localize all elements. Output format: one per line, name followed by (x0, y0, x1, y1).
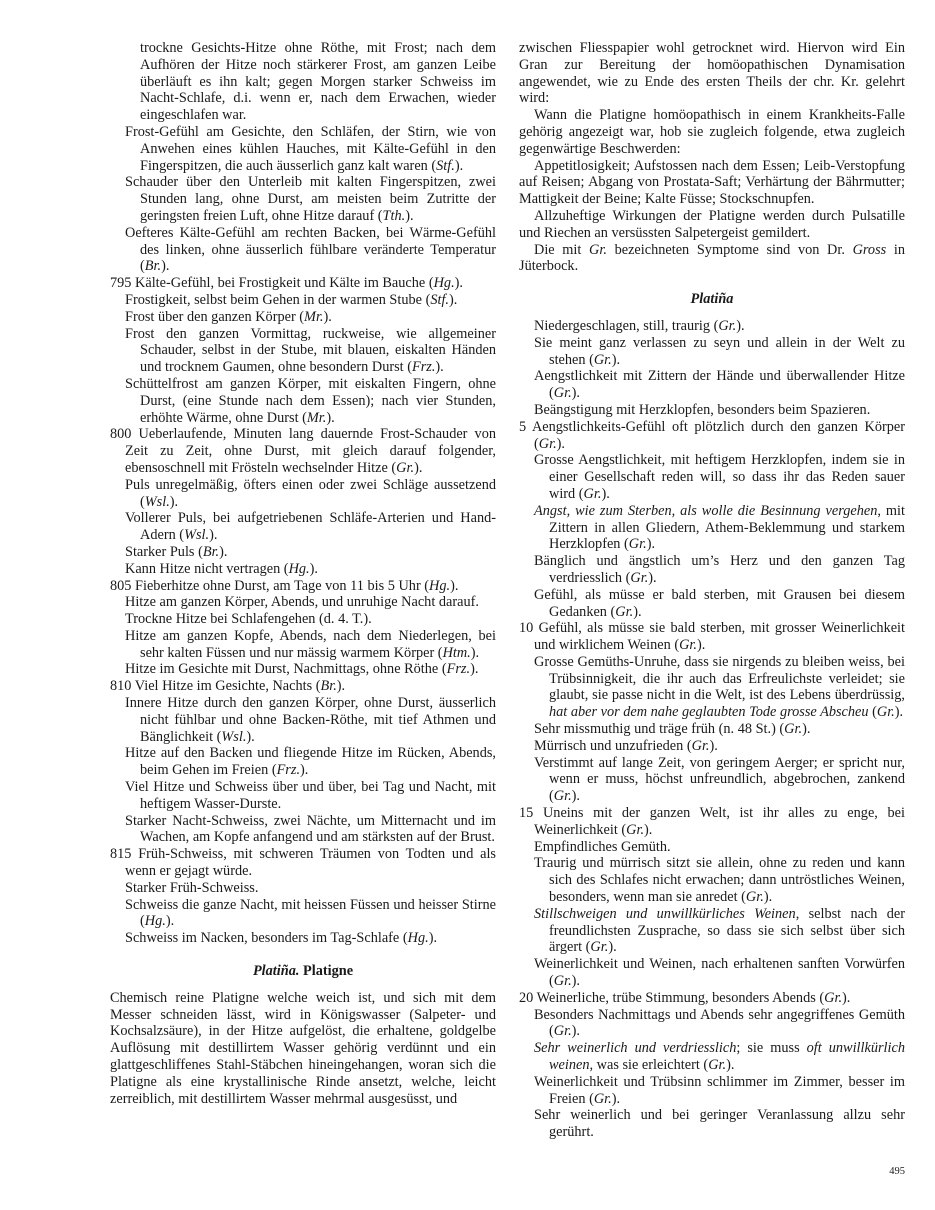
text-run: Hitze im Gesichte mit Durst, Nachmittags, ohne Röthe ( (125, 661, 447, 678)
italic-text: Hg. (407, 930, 429, 947)
symptom-entry (110, 611, 496, 628)
text-run: Viel Hitze und Schweiss über und über, bei Tag und Nacht, mit heftigem Wasser-Durste. (125, 779, 496, 812)
text-run: ). (246, 728, 255, 745)
text-run: Chemisch reine Platigne welche weich ist, und sich mit dem Messer schneiden lässt, wird in Königswasser (Salpeter- und Kochsalzsäure), in der Hitze aufgelöst, die erhaltene, goldgelbe Auflösung mit destillirtem Wasser gehörig verdünnt und ein glattgeschliffenes Stahl-Stäbchen hineingehangen, woran sich die Platigne als eine krystallinische Rinde ansetzt, welche, leicht zerreiblich, mit destillirtem Wasser mehrmal ausgesüsst, und (110, 989, 496, 1107)
numbered-symptom-entry (519, 419, 905, 453)
text-run: Niedergeschlagen, still, traurig ( (534, 317, 719, 334)
text-run: Vollerer Puls, bei aufgetriebenen Schläfe-Arterien und Hand-Adern ( (125, 510, 496, 544)
text-run: ). (571, 973, 580, 990)
symptom-entry (519, 402, 905, 419)
symptom-entry (110, 292, 496, 309)
italic-text: Gr. (628, 536, 647, 553)
symptom-entry (519, 368, 905, 402)
text-run: , selbst nach der freundlichsten Zusprache, so dass sie sich selbst über sich ärgert ( (549, 905, 905, 956)
text-run: Sie meint ganz verlassen zu seyn und allein in der Welt zu stehen ( (534, 334, 905, 368)
text-run: Schweiss im Nacken, besonders im Tag-Schlafe ( (125, 930, 408, 947)
text-run: ). (414, 459, 423, 476)
italic-text: Mr. (304, 308, 324, 325)
symptom-entry (110, 594, 496, 611)
italic-text: Wsl. (144, 493, 170, 510)
section-heading (110, 963, 496, 980)
symptom-number: 815 (110, 846, 139, 863)
italic-text: Gr. (679, 637, 697, 654)
symptom-entry (110, 930, 496, 947)
numbered-symptom-entry (110, 275, 496, 292)
text-run: Besonders Nachmittags und Abends sehr angegriffenes Gemüth ( (534, 1006, 905, 1040)
text-run: Schauder über den Unterleib mit kalten Fingerspitzen, zwei Stunden lang, ohne Durst, am meisten beim Zutritte der geringsten freien Luft, ohne Hitze darauf ( (125, 174, 496, 224)
italic-text: Gr. (718, 317, 737, 334)
text-run: Kann Hitze nicht vertragen ( (125, 560, 289, 577)
italic-text: hat aber vor dem nahe geglaubten Tode grosse Abscheu (549, 704, 869, 721)
italic-text: Gr. (593, 1090, 612, 1107)
text-run: ). (169, 493, 179, 510)
italic-text: Stf. (436, 157, 455, 174)
left-column (110, 40, 496, 1107)
text-run: Frost-Gefühl am Gesichte, den Schläfen, der Stirn, wie von Anwehen eines kühlen Hauches, mit Kälte-Gefühl in den Fingerspitzen, die auch äusserlich ganz kalt waren ( (125, 123, 496, 174)
right-column (519, 40, 905, 1141)
symptom-entry (110, 745, 496, 779)
italic-text: Wsl. (221, 728, 247, 745)
text-run: ). (165, 913, 175, 930)
text-run: Frostigkeit, selbst beim Gehen in der warmen Stube ( (125, 291, 431, 308)
section-heading (519, 291, 905, 308)
text-run: , mit Zittern in allen Gliedern, Athem-Beklemmung und starkem Herzklopfen ( (549, 502, 905, 553)
italic-text: Gr. (876, 704, 895, 721)
text-run: ( (868, 704, 877, 721)
text-run: ). (556, 435, 565, 452)
italic-text: Gr. (396, 459, 415, 476)
numbered-symptom-entry (110, 846, 496, 880)
symptom-entry (519, 956, 905, 990)
text-run: ). (571, 385, 580, 402)
text-paragraph (519, 158, 905, 208)
symptom-entry (110, 880, 496, 897)
text-run: Hitze am ganzen Körper, Abends, und unruhige Nacht darauf. (125, 594, 479, 611)
text-paragraph (519, 107, 905, 157)
text-run: bezeichneten Symptome sind von Dr. (606, 241, 853, 258)
text-run: Gefühl, als müsse er bald sterben, mit Grausen bei diesem Gedanken ( (534, 586, 905, 620)
italic-text: Hg. (433, 275, 455, 292)
italic-text: Gr. (553, 788, 572, 805)
italic-text: Gr. (615, 603, 634, 620)
italic-text: Gr. (538, 435, 557, 452)
symptom-entry (110, 544, 496, 561)
text-run: ). (428, 930, 438, 947)
text-run: ). (696, 637, 706, 654)
text-run: ). (435, 359, 444, 376)
symptom-entry (110, 510, 496, 544)
page-number: 495 (889, 1166, 905, 1177)
text-run: Weinerlichkeit und Trübsinn schlimmer im Zimmer, besser im Freien ( (534, 1073, 905, 1107)
symptom-entry (519, 1074, 905, 1108)
symptom-entry (519, 587, 905, 621)
text-run: ). (300, 762, 309, 779)
text-run: Oefteres Kälte-Gefühl am rechten Backen, bei Wärme-Gefühl des linken, ohne äusserlich fühlbare veränderte Temperatur ( (125, 224, 496, 275)
symptom-entry (519, 1007, 905, 1041)
italic-text: Frz. (276, 762, 301, 779)
text-run: Weinerliche, trübe Stimmung, besonders Abends ( (536, 989, 825, 1006)
text-run: Frost über den ganzen Körper ( (125, 308, 305, 325)
text-run: ). (571, 1023, 580, 1040)
symptom-entry (110, 376, 496, 426)
italic-text: Hg. (288, 560, 310, 577)
text-run: Aengstlichkeits-Gefühl oft plötzlich durch den ganzen Körper ( (531, 418, 905, 452)
text-run: Hitze am ganzen Kopfe, Abends, nach dem Niederlegen, bei sehr kalten Füssen und nur mässig warmem Körper ( (125, 627, 496, 661)
symptom-number: 10 (519, 620, 539, 637)
text-run: Weinerlichkeit und Weinen, nach erhaltenen sanften Vorwürfen ( (534, 956, 905, 990)
text-run: Platigne (299, 963, 354, 980)
symptom-entry (519, 738, 905, 755)
text-run: Puls unregelmäßig, öfters einen oder zwei Schläge aussetzend ( (125, 476, 496, 510)
text-run: Verstimmt auf lange Zeit, von geringem Aerger; er spricht nur, wenn er muss, höchst unfreundlich, abgebrochen, zankend ( (534, 754, 905, 805)
symptom-entry (110, 561, 496, 578)
italic-text: Tth. (382, 207, 406, 224)
text-run: Die mit (534, 241, 590, 258)
symptom-entry (519, 839, 905, 856)
italic-text: Gr. (784, 721, 803, 738)
italic-text: Gr. (553, 973, 572, 990)
symptom-number: 5 (519, 418, 532, 435)
italic-text: Stf. (430, 291, 450, 308)
text-run: in Jüterbock. (519, 241, 905, 275)
text-run: ). (454, 157, 464, 174)
text-paragraph (110, 990, 496, 1108)
symptom-number: 805 (110, 577, 136, 594)
text-run: Hitze auf den Backen und fliegende Hitze im Rücken, Abends, beim Gehen im Freien ( (125, 745, 496, 779)
symptom-number: 800 (110, 426, 139, 443)
symptom-entry (519, 755, 905, 805)
symptom-entry (110, 477, 496, 511)
text-run: Schweiss die ganze Nacht, mit heissen Füssen und heisser Stirne ( (125, 896, 496, 930)
text-run: ). (470, 644, 480, 661)
text-run: Schüttelfrost am ganzen Körper, mit eiskalten Fingern, ohne Durst, (eine Stunde nach dem Essen); nach vier Stunden, erhöhte Wärme, ohne Durst ( (125, 375, 496, 426)
symptom-entry (519, 553, 905, 587)
text-run: ). (161, 258, 170, 275)
symptom-entry (110, 225, 496, 275)
text-paragraph (519, 242, 905, 276)
symptom-entry (110, 40, 496, 124)
text-run: ). (611, 1090, 621, 1107)
italic-text: Gr. (630, 569, 649, 586)
symptom-entry (110, 897, 496, 931)
text-run: Bänglich und ängstlich um’s Herz und den ganzen Tag verdriesslich ( (534, 553, 905, 586)
text-run: ). (336, 678, 346, 695)
text-run: Kälte-Gefühl, bei Frostigkeit und Kälte im Bauche ( (135, 275, 434, 292)
italic-text: oft unwillkürlich weinen (549, 1040, 905, 1074)
text-run: ). (644, 821, 653, 838)
symptom-entry (110, 813, 496, 847)
text-run: Mürrisch und unzufrieden ( (534, 737, 692, 754)
text-run: , was sie erleichtert ( (589, 1057, 709, 1074)
text-run: ). (450, 577, 459, 594)
italic-text: Platiña (690, 291, 734, 308)
symptom-number: 15 (519, 805, 543, 822)
text-run: Starker Puls ( (125, 543, 203, 560)
text-run: ). (633, 603, 642, 620)
text-run: ; sie muss (736, 1040, 807, 1057)
italic-text: Stillschweigen und unwillkürliches Weinen (534, 905, 796, 922)
italic-text: Frz. (411, 359, 436, 376)
text-run: Ueberlaufende, Minuten lang dauernde Frost-Schauder von Zeit zu Zeit, ohne Durst, mit gleich darauf folgender, ebensoschnell mit Frösteln wechselnder Hitze ( (125, 426, 496, 476)
text-run: Wann die Platigne homöopathisch in einem Krankheits-Falle gehörig angezeigt war, hob sie zugleich folgende, etwa zugleich gegenwärtige Beschwerden: (519, 107, 905, 157)
text-run: ). (470, 661, 479, 678)
italic-text: Angst, wie zum Sterben, als wolle die Besinnung vergehen (534, 502, 878, 519)
symptom-entry (519, 654, 905, 721)
italic-text: Hg. (144, 913, 166, 930)
italic-text: Mr. (306, 409, 327, 426)
text-run: Gefühl, als müsse sie bald sterben, mit grosser Weinerlichkeit und wirklichem Weinen ( (534, 620, 906, 654)
text-run: ). (726, 1057, 735, 1074)
numbered-symptom-entry (519, 805, 905, 839)
symptom-entry (519, 855, 905, 905)
text-paragraph (519, 40, 905, 107)
symptom-number: 795 (110, 275, 136, 292)
italic-text: Gr. (583, 485, 602, 502)
text-run: ). (646, 536, 656, 553)
italic-text: Gr. (593, 351, 612, 368)
text-run: ). (454, 275, 464, 292)
text-run: ). (709, 737, 718, 754)
italic-text: Gr. (553, 385, 572, 402)
text-run: Sehr weinerlich und bei geringer Veranlassung allzu sehr gerührt. (534, 1107, 905, 1141)
symptom-entry (519, 452, 905, 502)
symptom-entry (110, 661, 496, 678)
numbered-symptom-entry (110, 426, 496, 476)
text-paragraph (519, 208, 905, 242)
italic-text: Gr. (708, 1057, 727, 1074)
text-run: ). (608, 939, 617, 956)
text-run: Aengstlichkeit mit Zittern der Hände und überwallender Hitze ( (534, 368, 905, 402)
spacer (519, 308, 905, 318)
text-run: ). (209, 527, 218, 544)
italic-text: Wsl. (184, 527, 210, 544)
text-run: ). (309, 560, 318, 577)
italic-text: Br. (144, 258, 162, 275)
text-run: Viel Hitze im Gesichte, Nachts ( (134, 678, 321, 695)
italic-text: Gr. (553, 1023, 572, 1040)
text-run: ). (894, 704, 904, 721)
text-run: ). (405, 207, 414, 224)
italic-text: Gross (852, 241, 887, 258)
italic-text: Frz. (446, 661, 471, 678)
numbered-symptom-entry (110, 678, 496, 695)
text-run: Starker Nacht-Schweiss, zwei Nächte, um Mitternacht und im Wachen, am Kopfe anfangend und am stärksten auf der Brust. (125, 812, 496, 846)
text-run: zwischen Fliesspapier wohl getrocknet wird. Hiervon wird Ein Gran zur Bereitung der homöopathischen Dynamisation angewendet, wie zu Ende des ersten Theils der chr. Kr. gelehrt wird: (519, 40, 905, 107)
text-run: Starker Früh-Schweiss. (125, 879, 259, 896)
text-run: ). (763, 889, 773, 906)
italic-text: Gr. (691, 737, 710, 754)
italic-text: Htm. (442, 644, 471, 661)
text-run: Empfindliches Gemüth. (534, 838, 671, 855)
text-run: Frost den ganzen Vormittag, ruckweise, wie allgemeiner Schauder, selbst in der Stube, mit blauen, eiskalten Händen und trocknem Gaumen, ohne besondern Durst ( (125, 325, 496, 376)
spacer (110, 947, 496, 963)
text-run: Innere Hitze durch den ganzen Körper, ohne Durst, äusserlich nicht fühlbar und ohne Backen-Röthe, mit tief Athmen und Bänglichkeit ( (125, 695, 496, 745)
text-run: Traurig und mürrisch sitzt sie allein, ohne zu reden und kann sich des Schlafes nicht erwachen; dann untröstliches Weinen, besonders, wenn man sie anredet ( (534, 855, 905, 906)
symptom-entry (110, 628, 496, 662)
symptom-entry (519, 721, 905, 738)
text-run: Grosse Aengstlichkeit, mit heftigem Herzklopfen, indem sie in einer Gesellschaft reden will, so dass ihr das Reden sauer wird ( (534, 452, 905, 502)
numbered-symptom-entry (519, 620, 905, 654)
italic-text: Gr. (745, 889, 764, 906)
text-run: ). (449, 291, 458, 308)
text-run: Früh-Schweiss, mit schweren Träumen von Todten und als wenn er gejagt würde. (125, 846, 496, 880)
symptom-entry (110, 174, 496, 224)
italic-text: Platiña. (252, 963, 300, 980)
text-run: ). (802, 721, 811, 738)
symptom-entry (519, 318, 905, 335)
numbered-symptom-entry (110, 578, 496, 595)
italic-text: Br. (320, 678, 337, 695)
symptom-entry (110, 695, 496, 745)
numbered-symptom-entry (519, 990, 905, 1007)
text-run: ). (571, 788, 580, 805)
text-run: ). (323, 308, 332, 325)
symptom-entry (110, 326, 496, 376)
text-run: ). (601, 485, 610, 502)
text-run: ). (842, 989, 851, 1006)
italic-text: Hg. (429, 577, 451, 594)
text-run: ). (648, 569, 657, 586)
spacer (519, 275, 905, 291)
italic-text: Gr. (824, 989, 843, 1006)
italic-text: Gr. (590, 939, 609, 956)
symptom-entry (519, 906, 905, 956)
symptom-entry (110, 309, 496, 326)
text-run: Trockne Hitze bei Schlafengehen (d. 4. T.). (125, 611, 372, 628)
symptom-entry (110, 779, 496, 813)
text-run: Grosse Gemüths-Unruhe, dass sie nirgends zu bleiben weiss, bei Trübsinnigkeit, die ihr auch das Erfreulichste verleidet; sie glaubt, sie passe nicht in die Welt, ist des Lebens überdrüssig, (534, 653, 905, 704)
text-run: trockne Gesichts-Hitze ohne Röthe, mit Frost; nach dem Aufhören der Hitze noch stärkerer Frost, am ganzen Leibe überläuft es ihn kalt; gegen Morgen starker Schweiss im Nacht-Schlafe, d.i. wenn er, nach dem Erwachen, wieder eingeschlafen war. (140, 40, 496, 124)
text-run: Sehr missmuthig und träge früh (n. 48 St.) ( (534, 721, 785, 738)
symptom-number: 20 (519, 989, 537, 1006)
italic-text: Gr. (626, 821, 645, 838)
italic-text: Gr. (589, 241, 607, 258)
symptom-entry (519, 503, 905, 553)
symptom-entry (110, 124, 496, 174)
text-run: ). (219, 543, 228, 560)
italic-text: Sehr weinerlich und verdriesslich (534, 1040, 737, 1057)
text-run: Allzuheftige Wirkungen der Platigne werden durch Pulsatille und Riechen an versüssten Salpetergeist gemildert. (519, 207, 905, 241)
symptom-entry (519, 1107, 905, 1141)
spacer (110, 980, 496, 990)
text-run: ). (736, 317, 745, 334)
symptom-number: 810 (110, 678, 135, 695)
text-run: Fieberhitze ohne Durst, am Tage von 11 bis 5 Uhr ( (135, 577, 430, 594)
symptom-entry (519, 1040, 905, 1074)
text-run: Uneins mit der ganzen Welt, ist ihr alles zu enge, bei Weinerlichkeit ( (534, 805, 905, 838)
text-run: ). (326, 409, 335, 426)
symptom-entry (519, 335, 905, 369)
text-run: Appetitlosigkeit; Aufstossen nach dem Essen; Leib-Verstopfung auf Reisen; Abgang von Prostata-Saft; Verhärtung der Bährmutter; Mattigkeit der Beine; Kalte Füsse; Stockschnupfen. (519, 157, 905, 208)
italic-text: Br. (202, 543, 220, 560)
text-run: Beängstigung mit Herzklopfen, besonders beim Spazieren. (534, 401, 871, 418)
text-run: ). (611, 351, 621, 368)
